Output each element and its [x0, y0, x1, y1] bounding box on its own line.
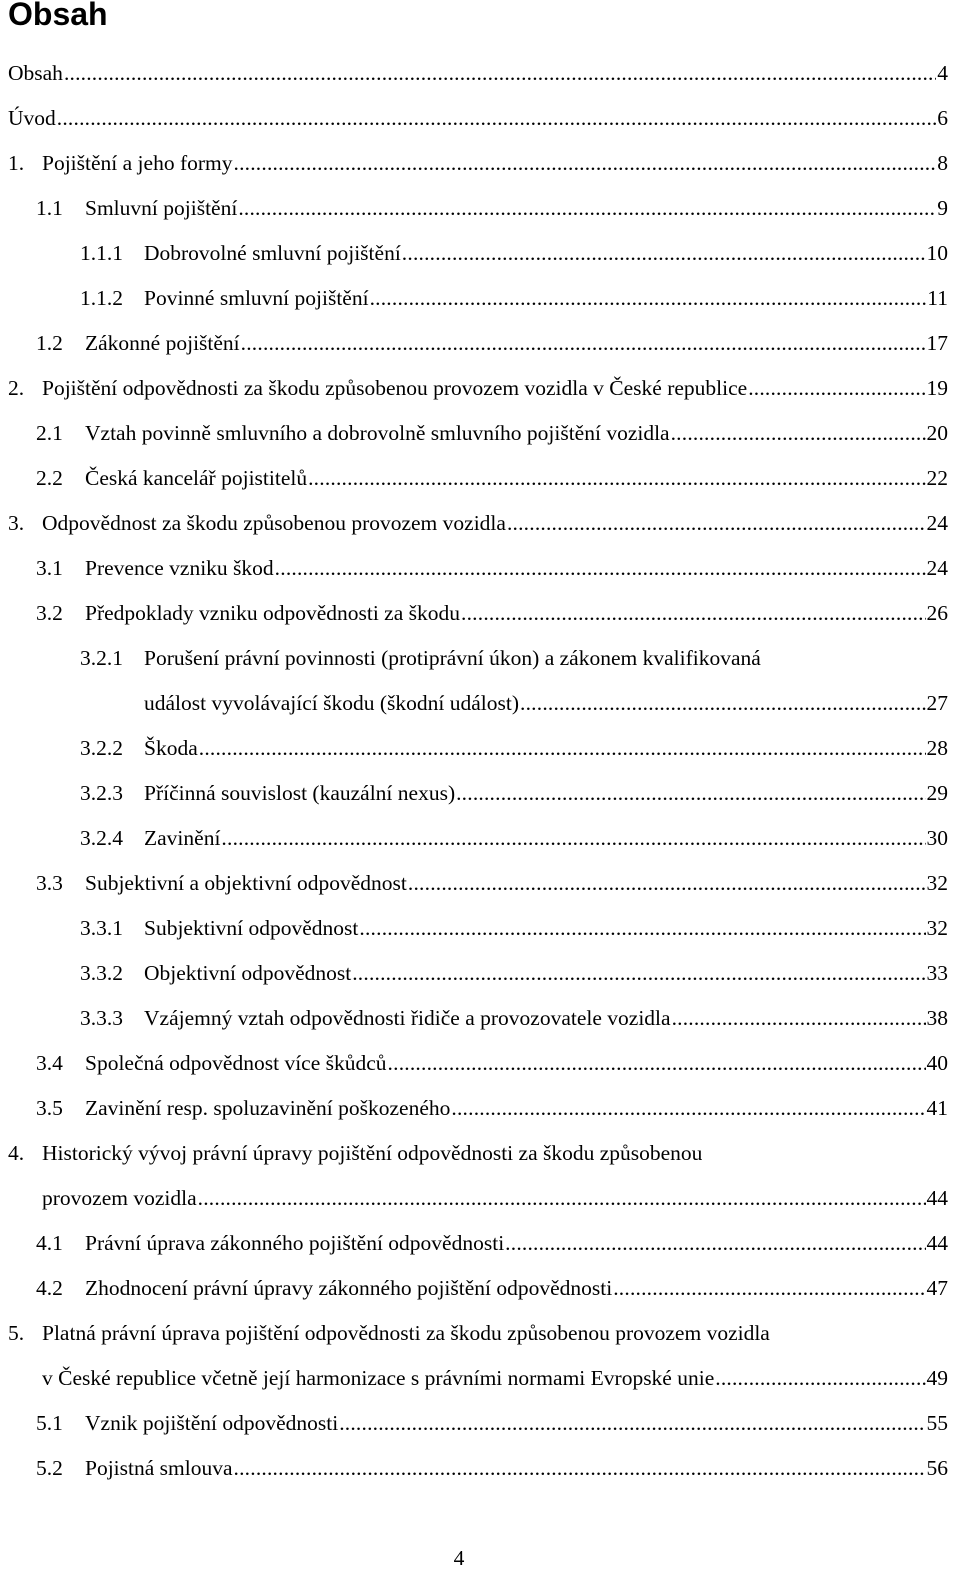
- toc-entry[interactable]: [80, 915, 948, 941]
- toc-entry-title: Pojištění odpovědnosti za škodu způsobenou provozem vozidla v České republice: [42, 376, 748, 400]
- toc-entry-page: 38: [926, 1006, 948, 1030]
- toc-entry[interactable]: [36, 195, 948, 221]
- toc-entry-number: 3.1: [36, 556, 63, 580]
- toc-entry[interactable]: [8, 60, 948, 86]
- toc-entry[interactable]: [80, 240, 948, 266]
- toc-entry[interactable]: [36, 870, 948, 896]
- toc-entry-number: 4.2: [36, 1276, 63, 1300]
- toc-entry-page: 4: [937, 61, 948, 85]
- dot-leader: [456, 780, 925, 806]
- toc-entry-page: 49: [926, 1366, 948, 1390]
- dot-leader: [198, 1185, 926, 1211]
- toc-entry-title: Povinné smluvní pojištění: [144, 286, 369, 310]
- toc-entry-page: 17: [926, 331, 948, 355]
- toc-entry-number: 5.: [8, 1321, 25, 1345]
- toc-entry-number: 5.2: [36, 1456, 63, 1480]
- toc-entry-page: 24: [926, 556, 948, 580]
- dot-leader: [388, 1050, 926, 1076]
- toc-entry-title: Odpovědnost za škodu způsobenou provozem vozidla: [42, 511, 506, 535]
- dot-leader: [613, 1275, 925, 1301]
- toc-entry-page: 29: [926, 781, 948, 805]
- toc-entry-title: Porušení právní povinnosti (protiprávní úkon) a zákonem kvalifikovaná: [144, 646, 761, 670]
- toc-entry-number: 4.1: [36, 1231, 63, 1255]
- dot-leader: [461, 600, 925, 626]
- toc-entry-page: 9: [937, 196, 948, 220]
- toc-entry[interactable]: [80, 645, 948, 716]
- toc-entry-number: 2.1: [36, 421, 63, 445]
- toc-entry-title: Obsah: [8, 61, 63, 85]
- dot-leader: [370, 285, 927, 311]
- toc-entry-number: 3.3: [36, 871, 63, 895]
- toc-entry-title: Právní úprava zákonného pojištění odpovědnosti: [85, 1231, 505, 1255]
- toc-entry-page: 27: [926, 691, 948, 715]
- toc-entry[interactable]: [8, 1140, 948, 1211]
- toc-entry[interactable]: [80, 285, 948, 311]
- toc-entry-title-continuation: událost vyvolávající škodu (škodní událost): [144, 691, 520, 715]
- toc-entry-page: 32: [926, 916, 948, 940]
- toc-entry[interactable]: [36, 330, 948, 356]
- dot-leader: [221, 825, 925, 851]
- dot-leader: [748, 375, 925, 401]
- toc-entry-title: Pojištění a jeho formy: [42, 151, 233, 175]
- toc-entry-page: 33: [926, 961, 948, 985]
- toc-entry-line: [80, 645, 948, 671]
- toc-entry-number: 2.2: [36, 466, 63, 490]
- toc-entry-title: Pojistná smlouva: [85, 1456, 233, 1480]
- toc-entry-page: 10: [926, 241, 948, 265]
- toc-entry[interactable]: [8, 510, 948, 536]
- toc-entry-line: [8, 1320, 948, 1346]
- dot-leader: [402, 240, 926, 266]
- toc-entry-page: 22: [926, 466, 948, 490]
- toc-entry[interactable]: [36, 600, 948, 626]
- toc-entry-page: 19: [926, 376, 948, 400]
- toc-entry[interactable]: [80, 780, 948, 806]
- toc-entry-number: 2.: [8, 376, 25, 400]
- dot-leader: [505, 1230, 925, 1256]
- toc-entry-number: 3.3.3: [80, 1006, 123, 1030]
- dot-leader: [339, 1410, 925, 1436]
- toc-entry-title: Smluvní pojištění: [85, 196, 238, 220]
- toc-entry-title: Česká kancelář pojistitelů: [85, 466, 308, 490]
- toc-entry-number: 3.2: [36, 601, 63, 625]
- toc-entry-title: Předpoklady vzniku odpovědnosti za škodu: [85, 601, 461, 625]
- page-number: 4: [453, 1546, 465, 1570]
- toc-entry-line: [80, 690, 948, 716]
- dot-leader: [234, 150, 937, 176]
- dot-leader: [671, 420, 926, 446]
- toc-entry[interactable]: [36, 1410, 948, 1436]
- dot-leader: [234, 1455, 926, 1481]
- toc-entry[interactable]: [8, 1320, 948, 1391]
- toc-entry[interactable]: [36, 1275, 948, 1301]
- toc-entry-number: 5.1: [36, 1411, 63, 1435]
- toc-entry-page: 6: [937, 106, 948, 130]
- toc-entry-number: 3.2.4: [80, 826, 123, 850]
- toc-entry-line: [8, 1365, 948, 1391]
- toc-entry[interactable]: [36, 420, 948, 446]
- page-heading: Obsah: [8, 0, 108, 32]
- toc-entry-page: 24: [926, 511, 948, 535]
- toc-entry-title: Zákonné pojištění: [85, 331, 240, 355]
- dot-leader: [275, 555, 926, 581]
- toc-entry-page: 41: [926, 1096, 948, 1120]
- toc-entry-number: 1.1: [36, 196, 63, 220]
- toc-entry-title-continuation: v České republice včetně její harmonizace s právními normami Evropské unie: [42, 1366, 715, 1390]
- dot-leader: [352, 960, 925, 986]
- toc-entry-page: 20: [926, 421, 948, 445]
- toc-entry-title: Škoda: [144, 736, 198, 760]
- dot-leader: [672, 1005, 926, 1031]
- dot-leader: [451, 1095, 925, 1121]
- toc-entry-title: Společná odpovědnost více škůdců: [85, 1051, 387, 1075]
- toc-entry-page: 55: [926, 1411, 948, 1435]
- toc-entry-page: 56: [926, 1456, 948, 1480]
- toc-entry-title: Subjektivní a objektivní odpovědnost: [85, 871, 407, 895]
- toc-entry-page: 47: [926, 1276, 948, 1300]
- toc-entry[interactable]: [36, 465, 948, 491]
- toc-entry-number: 4.: [8, 1141, 25, 1165]
- toc-entry-title: Platná právní úprava pojištění odpovědnosti za škodu způsobenou provozem vozidla: [42, 1321, 770, 1345]
- toc-entry-title: Vznik pojištění odpovědnosti: [85, 1411, 339, 1435]
- toc-entry[interactable]: [80, 735, 948, 761]
- toc-entry-page: 26: [926, 601, 948, 625]
- dot-leader: [520, 690, 925, 716]
- toc-entry-number: 3.2.2: [80, 736, 123, 760]
- toc-entry-title: Prevence vzniku škod: [85, 556, 274, 580]
- toc-entry[interactable]: [80, 1005, 948, 1031]
- dot-leader: [359, 915, 925, 941]
- toc-entry-number: 1.1.1: [80, 241, 123, 265]
- toc-entry[interactable]: [8, 105, 948, 131]
- toc-entry-number: 3.2.3: [80, 781, 123, 805]
- toc-entry-title: Subjektivní odpovědnost: [144, 916, 359, 940]
- toc-entry-number: 3.3.2: [80, 961, 123, 985]
- toc-entry-number: 3.: [8, 511, 25, 535]
- toc-entry-number: 3.3.1: [80, 916, 123, 940]
- toc-entry-title: Úvod: [8, 106, 56, 130]
- toc-entry-title: Příčinná souvislost (kauzální nexus): [144, 781, 456, 805]
- toc-entry[interactable]: [8, 375, 948, 401]
- toc-entry-page: 44: [926, 1231, 948, 1255]
- dot-leader: [57, 105, 936, 131]
- toc-entry-page: 11: [927, 286, 948, 310]
- toc-entry-line: [8, 1185, 948, 1211]
- toc-entry-number: 1.2: [36, 331, 63, 355]
- toc-entry[interactable]: [36, 1455, 948, 1481]
- toc-entry[interactable]: [80, 825, 948, 851]
- toc-entry-title: Zhodnocení právní úpravy zákonného pojištění odpovědnosti: [85, 1276, 613, 1300]
- dot-leader: [507, 510, 926, 536]
- toc-entry-title: Zavinění resp. spoluzavinění poškozeného: [85, 1096, 451, 1120]
- dot-leader: [64, 60, 936, 86]
- toc-entry-number: 1.: [8, 151, 25, 175]
- dot-leader: [715, 1365, 925, 1391]
- dot-leader: [308, 465, 925, 491]
- toc-entry[interactable]: [36, 1050, 948, 1076]
- toc-entry-page: 8: [937, 151, 948, 175]
- toc-entry-line: [8, 1140, 948, 1166]
- toc-entry-title: Historický vývoj právní úpravy pojištění odpovědnosti za škodu způsobenou: [42, 1141, 703, 1165]
- toc-entry-page: 32: [926, 871, 948, 895]
- dot-leader: [238, 195, 936, 221]
- toc-entry-number: 3.4: [36, 1051, 63, 1075]
- toc-entry[interactable]: [36, 1230, 948, 1256]
- toc-entry-title: Vzájemný vztah odpovědnosti řidiče a provozovatele vozidla: [144, 1006, 671, 1030]
- toc-entry[interactable]: [36, 555, 948, 581]
- dot-leader: [241, 330, 926, 356]
- toc-entry-number: 1.1.2: [80, 286, 123, 310]
- toc-entry[interactable]: [80, 960, 948, 986]
- dot-leader: [199, 735, 926, 761]
- toc-entry-number: 3.2.1: [80, 646, 123, 670]
- toc-entry-title: Objektivní odpovědnost: [144, 961, 352, 985]
- toc-entry-page: 44: [926, 1186, 948, 1210]
- toc-entry-page: 28: [926, 736, 948, 760]
- toc-entry-title-continuation: provozem vozidla: [42, 1186, 197, 1210]
- toc-entry-title: Dobrovolné smluvní pojištění: [144, 241, 401, 265]
- toc-entry[interactable]: [8, 150, 948, 176]
- toc-entry-number: 3.5: [36, 1096, 63, 1120]
- dot-leader: [408, 870, 926, 896]
- toc-entry[interactable]: [36, 1095, 948, 1121]
- toc-entry-title: Vztah povinně smluvního a dobrovolně smluvního pojištění vozidla: [85, 421, 670, 445]
- toc-entry-title: Zavinění: [144, 826, 221, 850]
- toc-entry-page: 40: [926, 1051, 948, 1075]
- toc-entry-page: 30: [926, 826, 948, 850]
